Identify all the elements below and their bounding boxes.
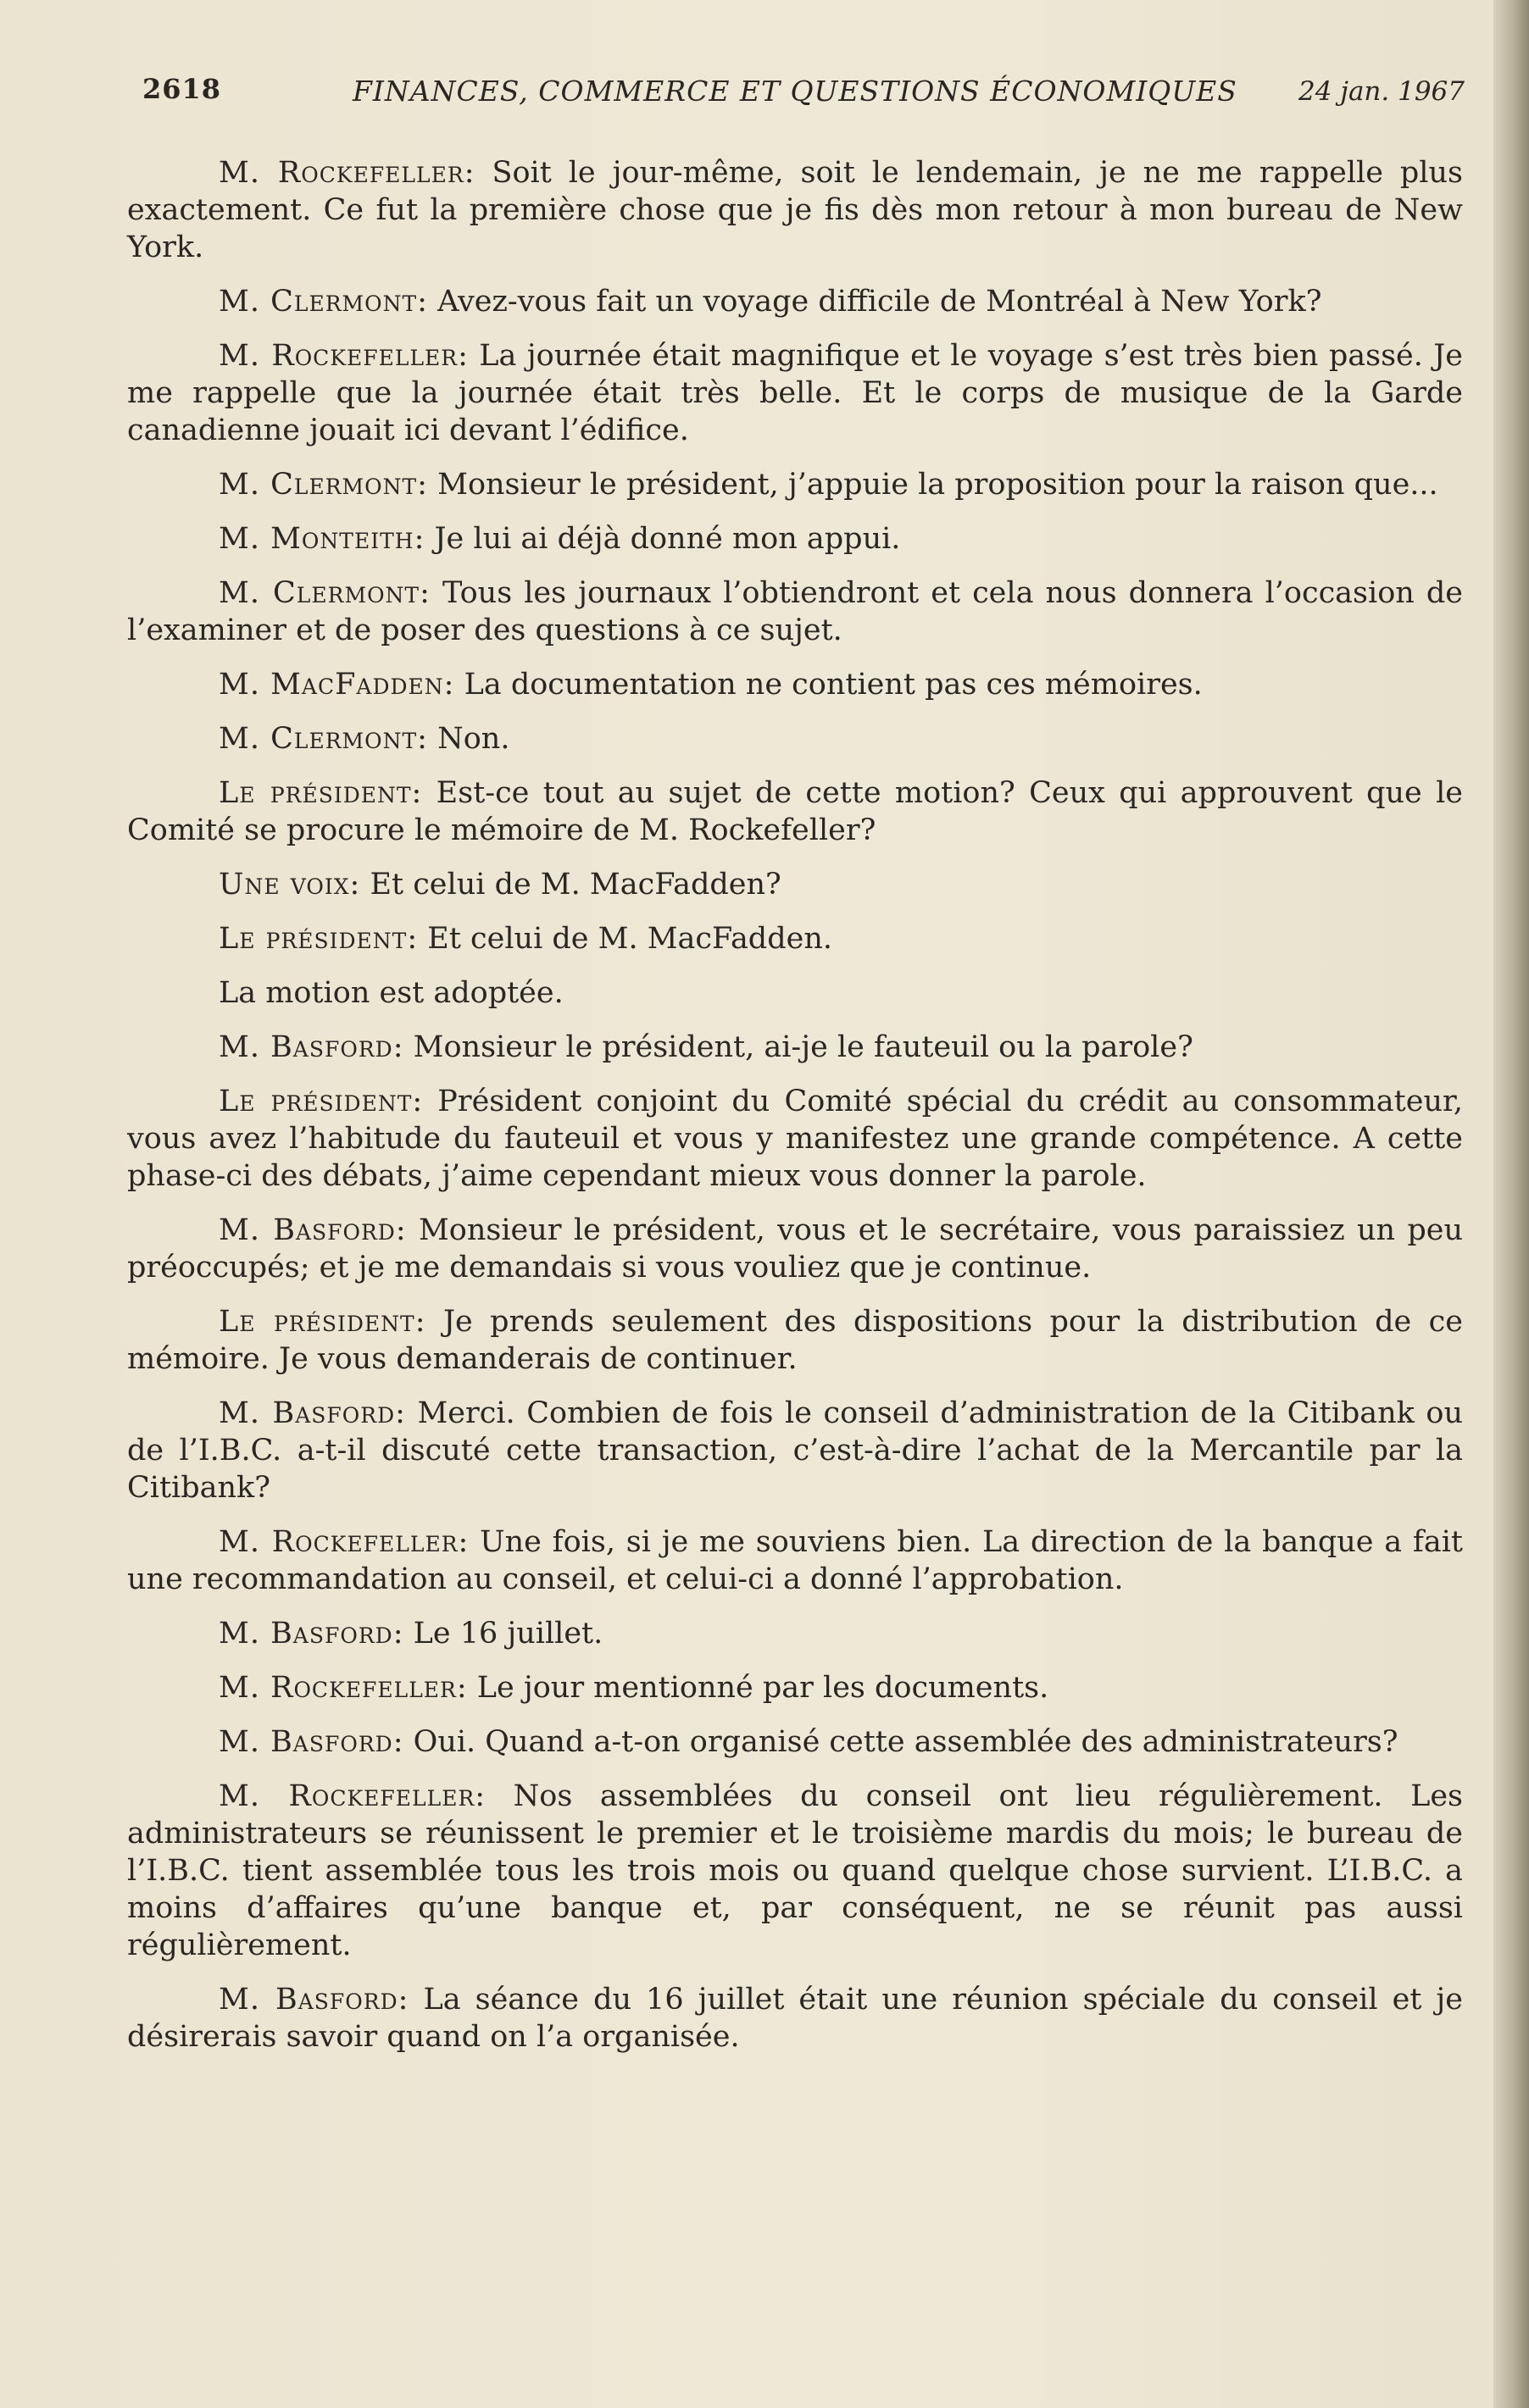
speaker-name: M. Rockefeller: bbox=[219, 339, 469, 373]
speaker-name: M. Rockefeller: bbox=[219, 156, 475, 190]
paragraph bbox=[127, 1083, 1463, 1195]
speaker-name: Une voix: bbox=[219, 868, 361, 902]
paragraph-text: Une fois, si je me souviens bien. La direction de la banque a fait une recommandation au conseil, et celui-ci a donné l’approbation. bbox=[127, 1525, 1463, 1596]
paragraph bbox=[127, 1212, 1463, 1286]
paragraph-text: La séance du 16 juillet était une réunion spéciale du conseil et je désirerais savoir quand on l’a organisée. bbox=[127, 1983, 1463, 2054]
speaker-name: Le président: bbox=[219, 1085, 424, 1118]
paragraph-text: Oui. Quand a-t-on organisé cette assemblée des administrateurs? bbox=[403, 1725, 1398, 1759]
paragraph-text: Est-ce tout au sujet de cette motion? Ceux qui approuvent que le Comité se procure le mémoire de M. Rockefeller? bbox=[127, 776, 1463, 847]
paragraph bbox=[127, 1395, 1463, 1506]
paragraph bbox=[127, 974, 1463, 1012]
paragraph-text: Le jour mentionné par les documents. bbox=[467, 1671, 1049, 1705]
speaker-name: M. Basford: bbox=[219, 1983, 409, 2017]
paragraph-text: Et celui de M. MacFadden. bbox=[418, 922, 832, 956]
speaker-name: Le président: bbox=[219, 922, 419, 956]
paragraph bbox=[127, 1303, 1463, 1378]
paragraph-text: Je prends seulement des dispositions pour la distribution de ce mémoire. Je vous demanderais de continuer. bbox=[127, 1305, 1463, 1376]
paragraph-text: Monsieur le président, j’appuie la proposition pour la raison que... bbox=[427, 468, 1438, 502]
header-date: 24 jan. 1967 bbox=[1298, 76, 1465, 107]
paragraph bbox=[127, 1981, 1463, 2056]
paragraph-text: Le 16 juillet. bbox=[403, 1617, 603, 1651]
speaker-name: M. Basford: bbox=[219, 1396, 406, 1430]
speaker-name: M. Rockefeller: bbox=[219, 1779, 486, 1813]
paragraph-text: La motion est adoptée. bbox=[219, 976, 564, 1010]
paragraph bbox=[127, 1029, 1463, 1066]
running-title: FINANCES, COMMERCE ET QUESTIONS ÉCONOMIQUES bbox=[353, 75, 1237, 108]
paragraph-text: Tous les journaux l’obtiendront et cela nous donnera l’occasion de l’examiner et de poser des questions à ce sujet. bbox=[127, 576, 1463, 647]
paragraph bbox=[127, 920, 1463, 957]
speaker-name: M. Clermont: bbox=[219, 722, 428, 756]
paragraph-text: Merci. Combien de fois le conseil d’administration de la Citibank ou de l’I.B.C. a-t-il discuté cette transaction, c’est-à-dire l’achat de la Mercantile par la Citibank? bbox=[127, 1396, 1463, 1505]
speaker-name: M. Basford: bbox=[219, 1213, 407, 1247]
paragraph bbox=[127, 774, 1463, 849]
speaker-name: M. Basford: bbox=[219, 1617, 404, 1651]
paragraph-text: Monsieur le président, vous et le secrétaire, vous paraissiez un peu préoccupés; et je me demandais si vous vouliez que je continue. bbox=[127, 1213, 1463, 1284]
speaker-name: M. Basford: bbox=[219, 1030, 404, 1064]
speaker-name: M. Clermont: bbox=[219, 468, 428, 502]
paragraph bbox=[127, 1778, 1463, 1964]
speaker-name: M. Basford: bbox=[219, 1725, 404, 1759]
paragraph bbox=[127, 337, 1463, 449]
paragraph-text: La journée était magnifique et le voyage s’est très bien passé. Je me rappelle que la journée était très belle. Et le corps de musique de la Garde canadienne jouait ici devant l’édifice. bbox=[127, 339, 1463, 447]
paragraph-text: Président conjoint du Comité spécial du crédit au consommateur, vous avez l’habitude du fauteuil et vous y manifestez une grande compétence. A cette phase-ci des débats, j’aime cependant mieux vous donner la parole. bbox=[127, 1085, 1463, 1193]
paragraph bbox=[127, 866, 1463, 903]
paragraph bbox=[127, 1723, 1463, 1761]
paragraph-text: Et celui de M. MacFadden? bbox=[360, 868, 781, 902]
paragraph-text: Monsieur le président, ai-je le fauteuil ou la parole? bbox=[403, 1030, 1193, 1064]
paragraph bbox=[127, 666, 1463, 703]
paragraph-text: La documentation ne contient pas ces mémoires. bbox=[454, 668, 1203, 702]
paragraph bbox=[127, 720, 1463, 757]
speaker-name: Le président: bbox=[219, 776, 423, 810]
transcript-body bbox=[127, 154, 1463, 2072]
page-header bbox=[142, 73, 1465, 132]
paragraph bbox=[127, 520, 1463, 558]
paragraph bbox=[127, 154, 1463, 266]
paragraph bbox=[127, 466, 1463, 503]
page-binding-edge bbox=[1493, 0, 1529, 2408]
speaker-name: M. Monteith: bbox=[219, 522, 425, 556]
paragraph-text: Je lui ai déjà donné mon appui. bbox=[425, 522, 901, 556]
speaker-name: M. Rockefeller: bbox=[219, 1525, 470, 1559]
paragraph-text: Avez-vous fait un voyage difficile de Montréal à New York? bbox=[427, 285, 1322, 319]
speaker-name: M. Clermont: bbox=[219, 285, 428, 319]
paragraph bbox=[127, 1523, 1463, 1598]
paragraph bbox=[127, 283, 1463, 320]
paragraph bbox=[127, 1669, 1463, 1706]
speaker-name: M. Rockefeller: bbox=[219, 1671, 468, 1705]
paragraph bbox=[127, 1615, 1463, 1652]
page-number: 2618 bbox=[142, 73, 222, 105]
paragraph bbox=[127, 574, 1463, 649]
paragraph-text: Soit le jour-même, soit le lendemain, je ne me rappelle plus exactement. Ce fut la première chose que je fis dès mon retour à mon bureau de New York. bbox=[127, 156, 1463, 264]
speaker-name: Le président: bbox=[219, 1305, 426, 1339]
paragraph-text: Nos assemblées du conseil ont lieu régulièrement. Les administrateurs se réunissent le premier et le troisième mardis du mois; le bureau de l’I.B.C. tient assemblée tous les trois mois ou quand quelque chose survient. L’I.B.C. a moins d’affaires qu’une banque et, par conséquent, ne se réunit pas aussi régulièrement. bbox=[127, 1779, 1464, 1962]
speaker-name: M. MacFadden: bbox=[219, 668, 455, 702]
paragraph-text: Non. bbox=[427, 722, 510, 756]
speaker-name: M. Clermont: bbox=[219, 576, 431, 610]
